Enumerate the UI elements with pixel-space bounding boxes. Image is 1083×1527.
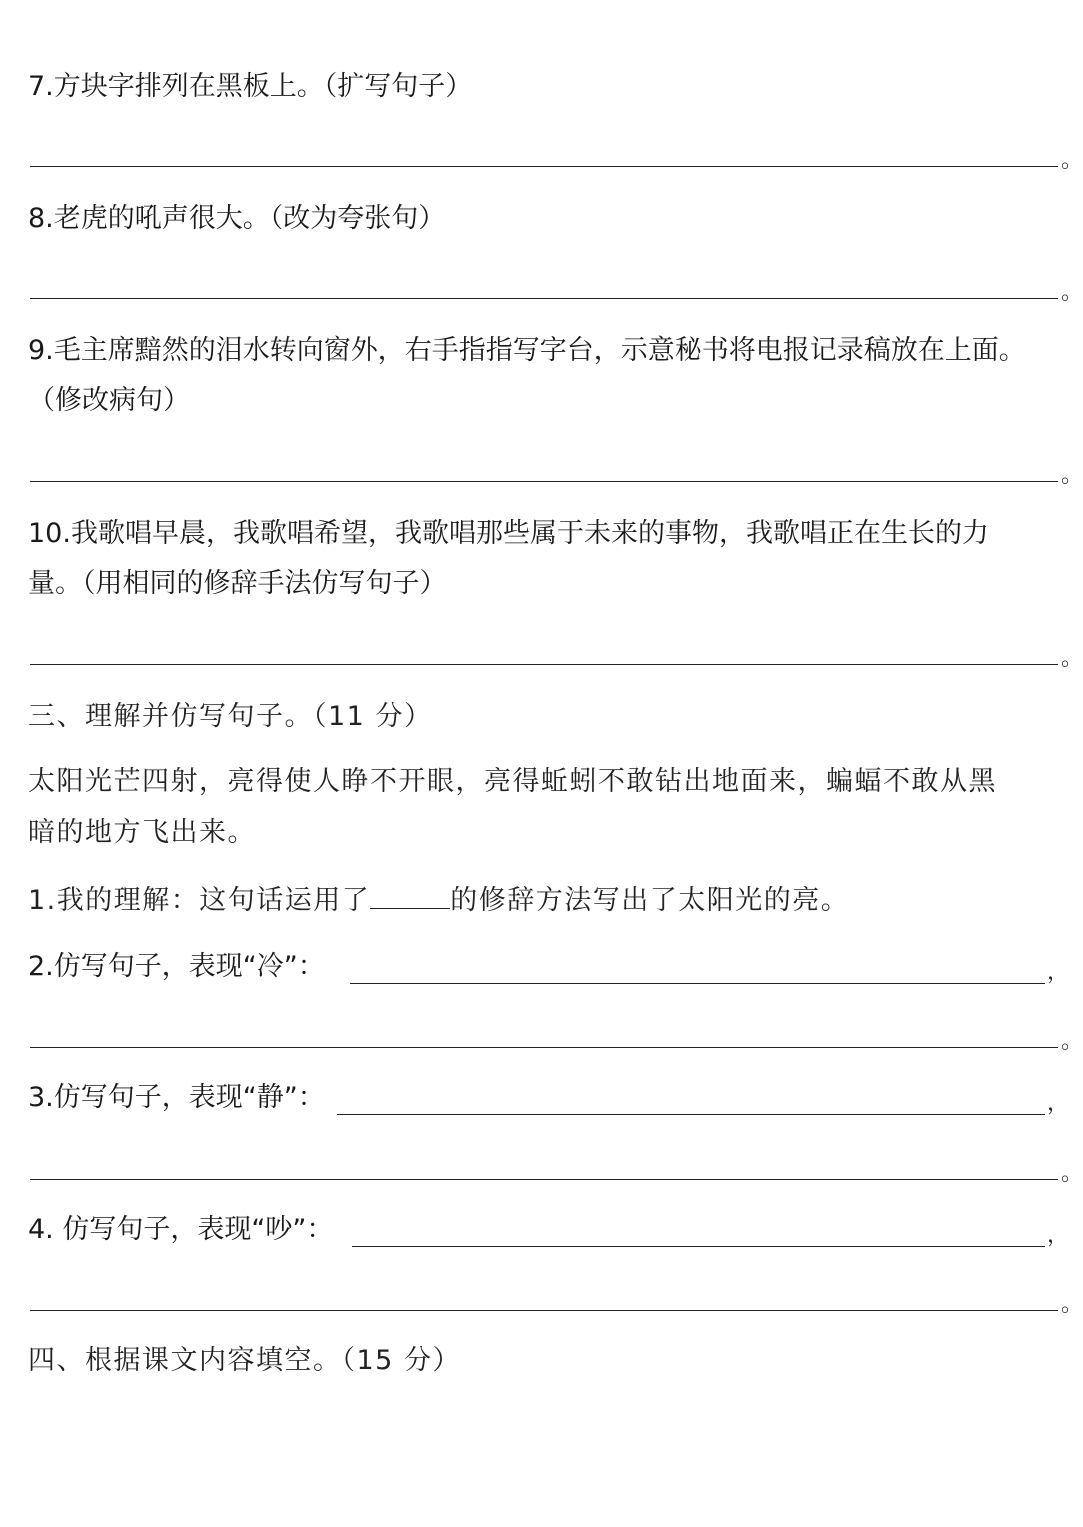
comma-item-4: ， (1047, 1223, 1070, 1248)
section-3-heading: 三、理解并仿写句子。（11 分） (28, 701, 433, 732)
end-period-q8: 。 (1061, 280, 1083, 305)
end-period-q7: 。 (1061, 148, 1083, 173)
question-9-line-1: 9.毛主席黯然的泪水转向窗外，右手指指写字台，示意秘书将电报记录稿放在上面。 (28, 335, 1026, 366)
item-1-blank[interactable] (370, 907, 450, 909)
comma-item-3: ， (1047, 1091, 1070, 1116)
item-1 (28, 876, 849, 926)
question-10-line-2: 量。（用相同的修辞手法仿写句子） (28, 568, 447, 599)
answer-line-item-4-a[interactable] (352, 1246, 1045, 1247)
item-1-suffix: 的修辞方法写出了太阳光的亮。 (450, 885, 850, 916)
passage-line-2: 暗的地方飞出来。 (28, 817, 256, 848)
end-period-item-4: 。 (1061, 1292, 1083, 1317)
comma-item-2: ， (1047, 960, 1070, 985)
question-7: 7.方块字排列在黑板上。（扩写句子） (28, 71, 473, 102)
end-period-item-2: 。 (1061, 1029, 1083, 1054)
passage-line-1: 太阳光芒四射，亮得使人睁不开眼，亮得蚯蚓不敢钻出地面来，蝙蝠不敢从黑 (28, 766, 997, 797)
question-9-line-2: （修改病句） (28, 385, 190, 416)
answer-line-item-2-a[interactable] (350, 983, 1045, 984)
answer-line-q9[interactable] (30, 481, 1058, 482)
end-period-q9: 。 (1061, 463, 1083, 488)
item-4-label: 4. 仿写句子，表现“吵”： (28, 1214, 334, 1245)
item-2-label: 2.仿写句子，表现“冷”： (28, 951, 325, 982)
answer-line-item-3-a[interactable] (337, 1114, 1045, 1115)
end-period-item-3: 。 (1061, 1161, 1083, 1186)
answer-line-q7[interactable] (30, 166, 1058, 167)
item-3-label: 3.仿写句子，表现“静”： (28, 1082, 325, 1113)
question-10-line-1: 10.我歌唱早晨，我歌唱希望，我歌唱那些属于未来的事物，我歌唱正在生长的力 (28, 518, 989, 549)
end-period-q10: 。 (1061, 646, 1083, 671)
section-4-heading: 四、根据课文内容填空。（15 分） (28, 1345, 461, 1376)
answer-line-q8[interactable] (30, 298, 1058, 299)
answer-line-q10[interactable] (30, 664, 1058, 665)
answer-line-item-2-b[interactable] (30, 1047, 1058, 1048)
answer-line-item-4-b[interactable] (30, 1310, 1058, 1311)
item-1-prefix: 1.我的理解：这句话运用了 (28, 885, 371, 916)
question-8: 8.老虎的吼声很大。（改为夸张句） (28, 203, 446, 234)
answer-line-item-3-b[interactable] (30, 1179, 1058, 1180)
